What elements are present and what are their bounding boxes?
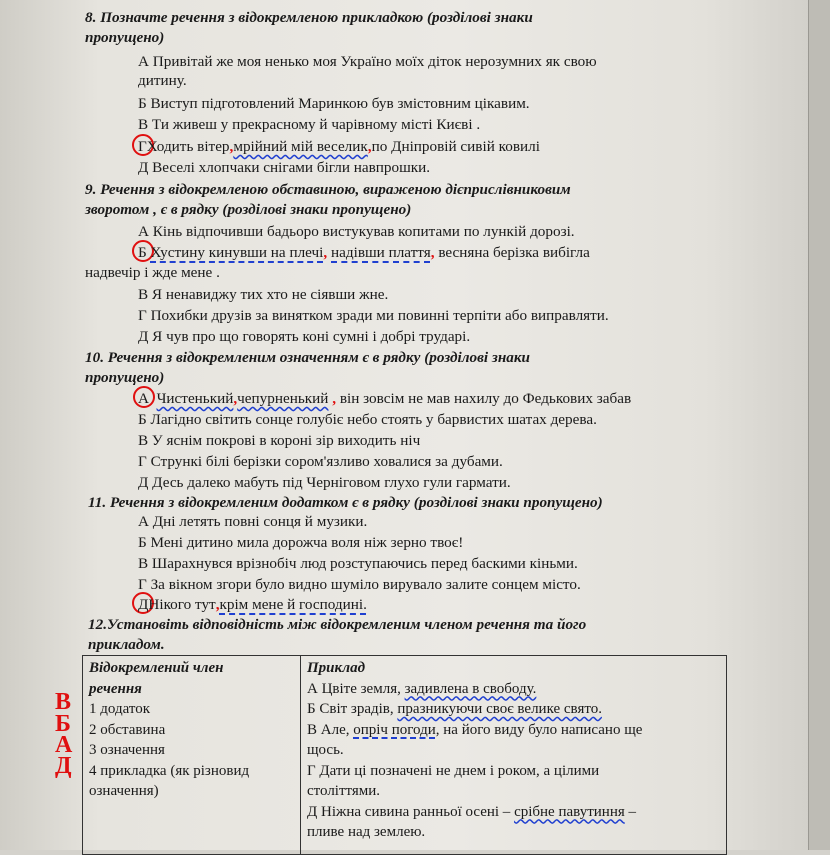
q12-title: 12.Установіть відповідність між відокремленим членом речення та його — [88, 616, 587, 633]
q11-option-a: А Дні летять повні сонця й музики. — [138, 513, 368, 530]
underlined-phrase: срібне павутиння — [514, 803, 625, 820]
example-text: – — [624, 803, 636, 820]
q8-option-a: А Привітай же моя ненько моя Україно моїх діток нерозумних як свою — [138, 53, 597, 70]
option-text: Нікого тут — [148, 596, 216, 613]
handwritten-answer: А — [55, 732, 73, 758]
q9-option-v: В Я ненавиджу тих хто не сіявши жне. — [138, 286, 389, 303]
q9-title-cont: зворотом , є в рядку (розділові знаки пропущено) — [85, 201, 412, 218]
underlined-attribute: чепурненький — [237, 390, 329, 407]
q8-option-d: Д Веселі хлопчаки снігами бігли навпрошки. — [138, 159, 431, 176]
option-text: весняна берізка вибігла — [438, 244, 590, 261]
option-text: Ходить вітер — [146, 138, 230, 155]
example-g-cont: століттями. — [307, 783, 381, 799]
option-text: він зовсім не мав нахилу до Федькових забав — [339, 390, 632, 407]
q12-title-cont: прикладом. — [88, 636, 165, 653]
underlined-appositive: мрійний мій веселик — [233, 138, 368, 155]
red-comma: , — [367, 138, 372, 155]
q10-title-cont: пропущено) — [85, 369, 165, 386]
red-comma: , — [430, 244, 435, 261]
example-b — [307, 699, 720, 720]
option-letter: Д — [138, 596, 149, 613]
q8-option-v: В Ти живеш у прекрасному й чарівному місті Києві . — [138, 116, 481, 133]
underlined-attribute: Чистенький — [156, 390, 234, 407]
q10-option-v: В У яснім покрові в короні зір виходить ніч — [138, 432, 421, 449]
member-item: 4 прикладка (як різновид — [89, 762, 250, 779]
q11-title: 11. Речення з відокремленим додатком є в рядку (розділові знаки пропущено) — [88, 494, 603, 511]
example-text: А Цвіте земля, — [307, 680, 405, 697]
q9-option-b — [138, 243, 590, 262]
example-v — [307, 720, 720, 741]
q8-title-cont: пропущено) — [85, 29, 165, 46]
matching-table — [82, 655, 727, 855]
underlined-phrase: празникуючи своє велике свято. — [397, 701, 602, 717]
screen-bezel — [808, 0, 830, 850]
q11-option-g: Г За вікном згори було видно шуміло вирувало залите сонцем місто. — [138, 576, 581, 593]
q10-option-d: Д Десь далеко мабуть під Черніговом глухо гули гармати. — [138, 474, 511, 491]
column-header-cont: речення — [89, 680, 142, 697]
red-comma: , — [323, 244, 328, 261]
q8-option-a-cont: дитину. — [138, 72, 187, 89]
q8-option-b: Б Виступ підготовлений Маринкою був змістовним цікавим. — [138, 95, 530, 112]
column-examples — [301, 656, 727, 855]
example-text: Д Ніжна сивина ранньої осені – — [307, 803, 515, 820]
q11-option-d — [138, 595, 367, 614]
q11-option-b: Б Мені дитино мила дорожча воля ніж зерно твоє! — [138, 534, 464, 551]
column-header: Приклад — [307, 660, 366, 676]
example-d-cont: пливе над землею. — [307, 824, 426, 840]
example-text: Б Світ зрадів, — [307, 701, 398, 717]
red-comma: , — [229, 138, 234, 155]
column-members — [83, 656, 301, 855]
member-item: 2 обставина — [89, 721, 166, 738]
example-g: Г Дати ці позначені не днем і роком, а цілими — [307, 762, 600, 779]
member-item: 1 додаток — [89, 701, 150, 717]
q10-title: 10. Речення з відокремленим означенням є в рядку (розділові знаки — [85, 349, 530, 366]
option-letter: А — [138, 390, 149, 407]
example-v-cont: щось. — [307, 742, 344, 758]
q10-option-b: Б Лагідно світить сонце голубіє небо стоять у барвистих шатах дерева. — [138, 411, 597, 428]
q9-option-a: А Кінь відпочивши бадьоро вистукував копитами по лункій дорозі. — [138, 223, 575, 240]
underlined-adverbial: Хустину кинувши на плечі — [150, 244, 324, 261]
underlined-adverbial: надівши плаття — [331, 244, 431, 261]
handwritten-answer: Б — [55, 711, 71, 737]
underlined-object: крім мене й господині. — [219, 596, 367, 613]
option-text: по Дніпровій сивій ковилі — [371, 138, 540, 155]
red-comma: , — [233, 390, 238, 407]
q9-option-g: Г Похибки друзів за винятком зради ми повинні терпіти або виправляти. — [138, 307, 609, 324]
red-comma: , — [215, 596, 220, 613]
q8-title: 8. Позначте речення з відокремленою прикладкою (розділові знаки — [85, 9, 533, 26]
q11-option-v: В Шарахнувся врізнобіч люд розступаючись перед баскими кіньми. — [138, 555, 578, 572]
q9-option-d: Д Я чув про що говорять коні сумні і добрі трударі. — [138, 328, 471, 345]
red-comma: , — [332, 390, 337, 407]
q10-option-g: Г Стрункі білі берізки сором'язливо ховалися за дубами. — [138, 453, 503, 470]
example-text: В Але, — [307, 721, 354, 738]
member-item: означення) — [89, 783, 159, 799]
handwritten-answer: В — [55, 689, 72, 715]
example-d — [307, 802, 720, 823]
q9-title: 9. Речення з відокремленою обставиною, вираженою дієприслівниковим — [85, 181, 571, 198]
underlined-phrase: опріч погоди — [353, 721, 436, 738]
q8-option-g — [138, 137, 540, 156]
handwritten-answer: Д — [55, 753, 72, 779]
member-item: 3 означення — [89, 742, 165, 758]
option-letter: Б — [138, 244, 147, 261]
example-text: , на його виду було написано ще — [435, 721, 643, 738]
underlined-phrase: задивлена в свободу. — [404, 680, 537, 697]
option-letter: Г — [138, 138, 147, 155]
q9-option-b-cont: надвечір і жде мене . — [85, 264, 220, 281]
column-header: Відокремлений член — [89, 660, 224, 676]
q10-option-a — [138, 389, 631, 408]
example-a — [307, 679, 720, 700]
